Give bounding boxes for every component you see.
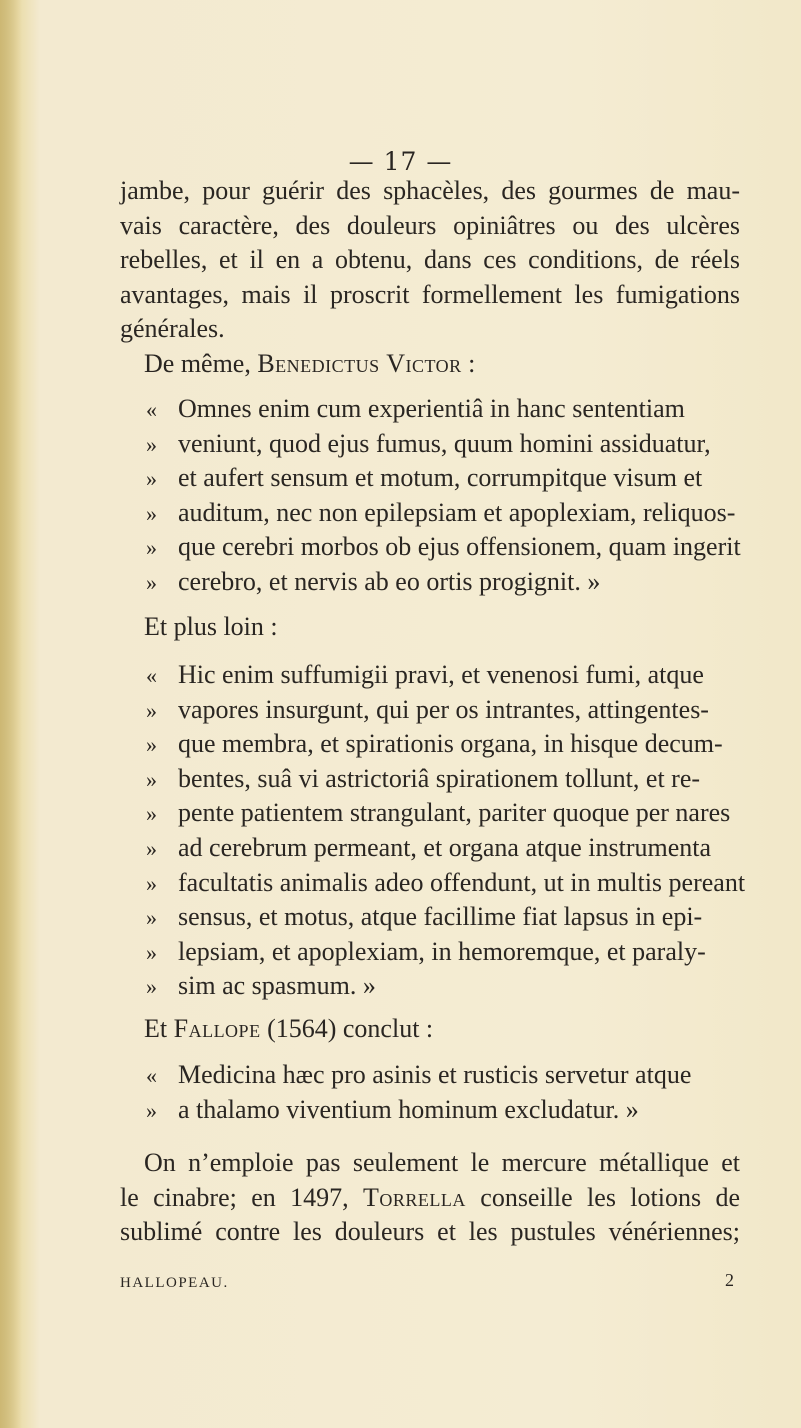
quote-text: ad cerebrum permeant, et organa atque instrumenta — [178, 832, 712, 862]
text-part: conseille les lotions de — [465, 1182, 741, 1212]
quote-text: cerebro, et nervis ab eo ortis progignit. » — [178, 566, 601, 596]
quote-line — [146, 900, 742, 935]
intro-suffix: (1564) conclut : — [260, 1014, 434, 1043]
binding-shadow — [0, 0, 22, 1428]
author-torrella: Torrella — [363, 1182, 466, 1212]
text-line: On n’emploie pas seulement le mercure métallique et — [144, 1148, 740, 1177]
quote-line — [146, 565, 742, 600]
quote-text: Medicina hæc pro asinis et rusticis servetur atque — [178, 1060, 692, 1089]
intro-suffix: : — [461, 349, 476, 378]
quote-1 — [146, 392, 742, 600]
quote-line — [146, 866, 746, 901]
text-line: jambe, pour guérir des sphacèles, des gourmes de mau- — [120, 176, 740, 205]
quote-mark: » — [146, 569, 157, 595]
intro-fallope — [144, 1012, 764, 1047]
quote-line — [146, 727, 742, 762]
quote-line — [146, 427, 742, 462]
intro-prefix: Et — [144, 1014, 174, 1043]
quote-2 — [146, 658, 746, 1004]
text-line: rebelles, et il en a obtenu, dans ces conditions, de réels — [120, 245, 740, 275]
quote-text: Omnes enim cum experientiâ in hanc sententiam — [178, 394, 685, 423]
quote-text: que cerebri morbos ob ejus offensionem, quam ingerit — [178, 532, 741, 562]
quote-mark: » — [146, 835, 157, 861]
paragraph-final — [120, 1146, 740, 1250]
quote-mark: « — [146, 1063, 157, 1088]
paragraph-1 — [120, 174, 740, 347]
quote-text: auditum, nec non epilepsiam et apoplexiam, reliquos- — [178, 497, 736, 527]
quote-mark: » — [146, 939, 157, 965]
quote-mark: » — [146, 1097, 157, 1123]
quote-line — [146, 935, 742, 970]
quote-mark: » — [146, 697, 157, 723]
quote-mark: » — [146, 535, 157, 561]
quote-line — [146, 461, 742, 496]
quote-text: veniunt, quod ejus fumus, quum homini assiduatur, — [178, 428, 711, 458]
text-line: avantages, mais il proscrit formellement les fumigations — [120, 279, 740, 309]
quote-mark: » — [146, 466, 157, 492]
quote-mark: » — [146, 766, 157, 792]
quote-text: vapores insurgunt, qui per os intrantes, attingentes- — [178, 694, 709, 724]
quote-mark: » — [146, 732, 157, 758]
intro-benedictus — [144, 347, 764, 382]
quote-line — [146, 831, 742, 866]
quote-mark: « — [146, 663, 157, 688]
quote-text: sensus, et motus, atque facillime fiat lapsus in epi- — [178, 902, 703, 932]
quote-text: et aufert sensum et motum, corrumpitque visum et — [178, 463, 703, 493]
quote-line — [146, 658, 742, 693]
quote-mark: » — [146, 801, 157, 827]
quote-3 — [146, 1058, 742, 1127]
quote-mark: « — [146, 397, 157, 422]
text-line — [120, 1181, 740, 1216]
quote-text: sim ac spasmum. » — [178, 971, 376, 1001]
quote-mark: » — [146, 870, 157, 896]
text-line: générales. — [120, 314, 225, 344]
author-fallope: Fallope — [173, 1014, 261, 1043]
page-number: — 17 — — [348, 147, 453, 176]
intro-plus-loin — [144, 610, 764, 645]
quote-text: facultatis animalis adeo offendunt, ut in multis pereant — [178, 867, 746, 897]
quote-line — [146, 530, 742, 565]
text-part: le cinabre; en 1497, — [120, 1182, 364, 1212]
quote-text: a thalamo viventium hominum excludatur. » — [178, 1094, 639, 1124]
quote-line — [146, 392, 742, 427]
intro-line: Et plus loin : — [144, 612, 278, 641]
author-benedictus-victor: Benedictus Victor — [257, 349, 462, 378]
quote-text: lepsiam, et apoplexiam, in hemoremque, et paraly- — [178, 936, 706, 966]
signature-number: 2 — [725, 1270, 734, 1290]
quote-text: pente patientem strangulant, pariter quoque per nares — [178, 798, 731, 828]
quote-mark: » — [146, 905, 157, 931]
quote-line — [146, 496, 742, 531]
intro-prefix: De même, — [144, 349, 258, 378]
quote-line — [146, 969, 742, 1004]
quote-text: que membra, et spirationis organa, in hisque decum- — [178, 729, 723, 759]
quote-line — [146, 796, 742, 831]
signature-mark: HALLOPEAU. — [120, 1275, 229, 1291]
quote-line — [146, 693, 742, 728]
text-line: vais caractère, des douleurs opiniâtres ou des ulcères — [120, 210, 740, 240]
quote-mark: » — [146, 500, 157, 526]
text-line: sublimé contre les douleurs et les pustules vénériennes; — [120, 1217, 740, 1247]
quote-line — [146, 762, 742, 797]
quote-mark: » — [146, 974, 157, 1000]
quote-line — [146, 1093, 742, 1128]
quote-text: Hic enim suffumigii pravi, et venenosi fumi, atque — [178, 660, 704, 689]
quote-line — [146, 1058, 742, 1093]
quote-text: bentes, suâ vi astrictoriâ spirationem tollunt, et re- — [178, 763, 701, 793]
quote-mark: » — [146, 431, 157, 457]
